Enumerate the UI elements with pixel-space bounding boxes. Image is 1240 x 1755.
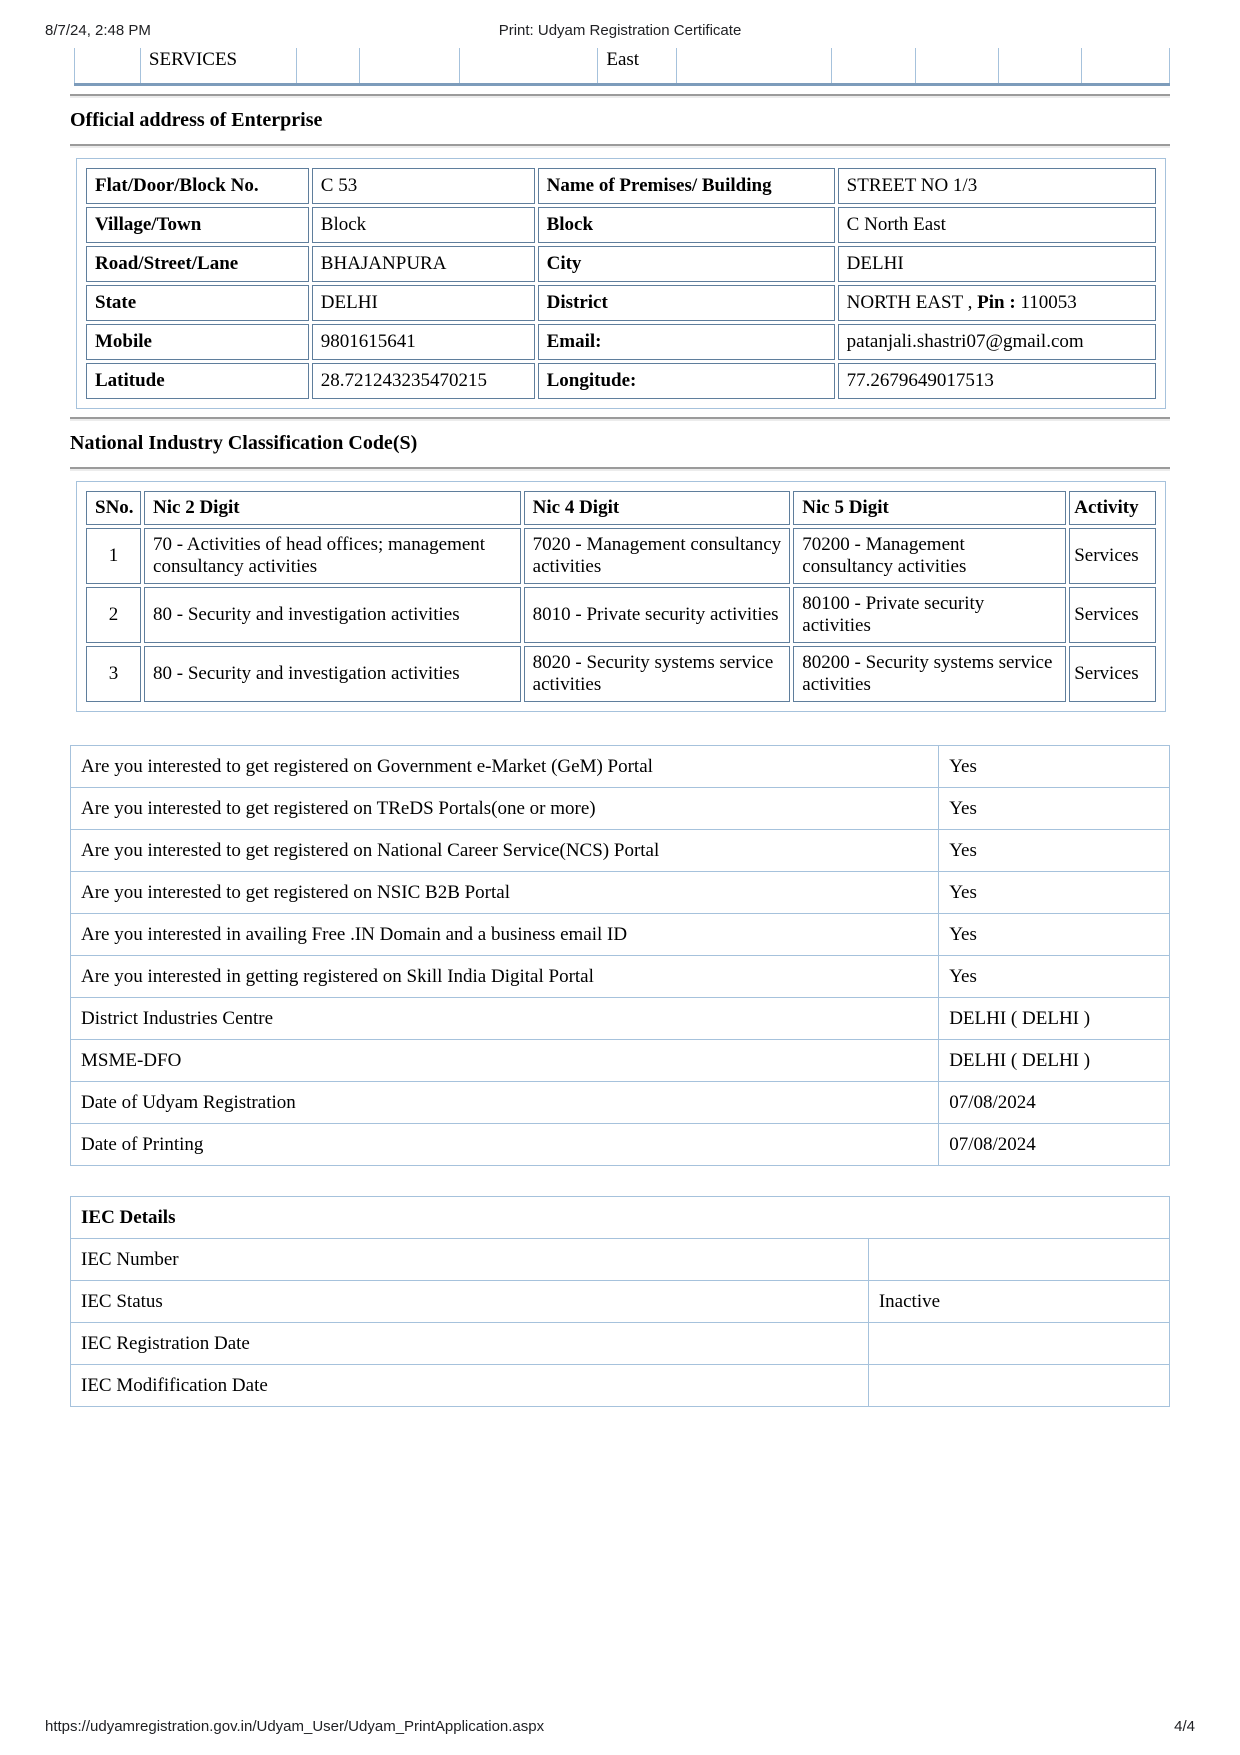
iec-label-cell: IEC Modifification Date <box>71 1365 869 1407</box>
address-row <box>86 285 1156 321</box>
horizontal-rule <box>70 417 1170 419</box>
question-row <box>71 830 1170 872</box>
source-url: https://udyamregistration.gov.in/Udyam_User/Udyam_PrintApplication.aspx <box>45 1718 545 1735</box>
address-label-cell: City <box>538 246 835 282</box>
nic-row <box>86 587 1156 643</box>
registration-questions-table <box>70 745 1170 1166</box>
nic-cell: 80 - Security and investigation activities <box>144 587 521 643</box>
fragment-cell <box>1082 48 1170 85</box>
question-row <box>71 998 1170 1040</box>
nic-cell: 3 <box>86 646 141 702</box>
question-value-cell: DELHI ( DELHI ) <box>939 1040 1170 1082</box>
question-value-cell: Yes <box>939 872 1170 914</box>
question-row <box>71 956 1170 998</box>
iec-row <box>71 1365 1170 1407</box>
address-value-cell: patanjali.shastri07@gmail.com <box>838 324 1156 360</box>
fragment-cell <box>75 48 141 85</box>
iec-value-cell <box>868 1323 1169 1365</box>
address-label-cell: Longitude: <box>538 363 835 399</box>
iec-value-cell: Inactive <box>868 1281 1169 1323</box>
page-number: 4/4 <box>1174 1718 1195 1735</box>
address-label-cell: District <box>538 285 835 321</box>
fragment-cell <box>359 48 459 85</box>
address-value-cell: Block <box>312 207 535 243</box>
address-label-cell: Mobile <box>86 324 309 360</box>
previous-page-table-fragment <box>74 48 1170 86</box>
address-label-cell: Name of Premises/ Building <box>538 168 835 204</box>
address-value-cell: 9801615641 <box>312 324 535 360</box>
address-value-part: NORTH EAST , <box>846 292 978 313</box>
nic-cell: 80200 - Security systems service activities <box>793 646 1066 702</box>
nic-row <box>86 646 1156 702</box>
question-label-cell: Are you interested to get registered on Government e-Market (GeM) Portal <box>71 746 939 788</box>
nic-column-header: Nic 5 Digit <box>793 491 1066 525</box>
question-label-cell: Date of Udyam Registration <box>71 1082 939 1124</box>
fragment-cell <box>915 48 998 85</box>
nic-cell: 2 <box>86 587 141 643</box>
address-value-part: 110053 <box>1015 292 1077 313</box>
address-row <box>86 246 1156 282</box>
iec-row <box>71 1239 1170 1281</box>
nic-cell: 70 - Activities of head offices; management consultancy activities <box>144 528 521 584</box>
question-row <box>71 788 1170 830</box>
nic-cell: Services <box>1069 646 1156 702</box>
horizontal-rule <box>70 467 1170 469</box>
question-label-cell: Are you interested to get registered on TReDS Portals(one or more) <box>71 788 939 830</box>
fragment-row <box>75 48 1170 85</box>
iec-details-table <box>70 1196 1170 1407</box>
official-address-box <box>76 158 1166 409</box>
question-label-cell: District Industries Centre <box>71 998 939 1040</box>
fragment-cell <box>297 48 359 85</box>
question-value-cell: Yes <box>939 830 1170 872</box>
iec-label-cell: IEC Number <box>71 1239 869 1281</box>
address-label-cell: Road/Street/Lane <box>86 246 309 282</box>
question-row <box>71 872 1170 914</box>
question-row <box>71 1082 1170 1124</box>
nic-cell: 8010 - Private security activities <box>524 587 791 643</box>
question-label-cell: Are you interested to get registered on NSIC B2B Portal <box>71 872 939 914</box>
nic-cell: Services <box>1069 587 1156 643</box>
nic-table <box>83 488 1159 705</box>
print-document-title: Print: Udyam Registration Certificate <box>498 22 742 39</box>
nic-cell: 80100 - Private security activities <box>793 587 1066 643</box>
question-value-cell: 07/08/2024 <box>939 1082 1170 1124</box>
iec-value-cell <box>868 1239 1169 1281</box>
address-value-cell: DELHI <box>838 246 1156 282</box>
address-label-cell: Village/Town <box>86 207 309 243</box>
nic-cell: 8020 - Security systems service activities <box>524 646 791 702</box>
nic-row <box>86 528 1156 584</box>
print-datetime: 8/7/24, 2:48 PM <box>45 22 151 39</box>
address-value-cell: 77.2679649017513 <box>838 363 1156 399</box>
address-label-cell: Block <box>538 207 835 243</box>
iec-label-cell: IEC Registration Date <box>71 1323 869 1365</box>
nic-column-header: Nic 4 Digit <box>524 491 791 525</box>
address-value-cell: C North East <box>838 207 1156 243</box>
address-value-cell: C 53 <box>312 168 535 204</box>
nic-column-header: SNo. <box>86 491 141 525</box>
section-heading-official-address: Official address of Enterprise <box>70 109 323 131</box>
question-row <box>71 1124 1170 1166</box>
address-row <box>86 363 1156 399</box>
iec-heading-cell: IEC Details <box>71 1197 1170 1239</box>
question-row <box>71 1040 1170 1082</box>
question-label-cell: Are you interested to get registered on National Career Service(NCS) Portal <box>71 830 939 872</box>
address-label-cell: Email: <box>538 324 835 360</box>
nic-column-header: Nic 2 Digit <box>144 491 521 525</box>
question-label-cell: Are you interested in getting registered on Skill India Digital Portal <box>71 956 939 998</box>
nic-cell: 1 <box>86 528 141 584</box>
address-label-cell: State <box>86 285 309 321</box>
nic-box <box>76 481 1166 712</box>
question-value-cell: Yes <box>939 746 1170 788</box>
fragment-cell: SERVICES <box>140 48 297 85</box>
fragment-cell <box>677 48 831 85</box>
question-value-cell: Yes <box>939 914 1170 956</box>
address-row <box>86 207 1156 243</box>
fragment-cell <box>831 48 915 85</box>
address-value-cell: DELHI <box>312 285 535 321</box>
fragment-cell <box>999 48 1082 85</box>
print-header <box>45 22 1195 39</box>
address-value-cell: STREET NO 1/3 <box>838 168 1156 204</box>
address-row <box>86 168 1156 204</box>
address-label-cell: Latitude <box>86 363 309 399</box>
fragment-cell: East <box>598 48 677 85</box>
question-label-cell: Date of Printing <box>71 1124 939 1166</box>
iec-label-cell: IEC Status <box>71 1281 869 1323</box>
question-value-cell: Yes <box>939 788 1170 830</box>
certificate-content <box>70 48 1170 1407</box>
address-value-cell: BHAJANPURA <box>312 246 535 282</box>
nic-header-row <box>86 491 1156 525</box>
address-value-cell: 28.721243235470215 <box>312 363 535 399</box>
nic-column-header: Activity <box>1069 491 1156 525</box>
question-row <box>71 746 1170 788</box>
question-label-cell: Are you interested in availing Free .IN Domain and a business email ID <box>71 914 939 956</box>
question-value-cell: 07/08/2024 <box>939 1124 1170 1166</box>
section-heading-nic: National Industry Classification Code(S) <box>70 432 418 454</box>
nic-cell: 80 - Security and investigation activities <box>144 646 521 702</box>
nic-cell: 7020 - Management consultancy activities <box>524 528 791 584</box>
address-row <box>86 324 1156 360</box>
question-value-cell: DELHI ( DELHI ) <box>939 998 1170 1040</box>
question-row <box>71 914 1170 956</box>
iec-row <box>71 1323 1170 1365</box>
iec-value-cell <box>868 1365 1169 1407</box>
nic-cell: Services <box>1069 528 1156 584</box>
question-value-cell: Yes <box>939 956 1170 998</box>
official-address-table <box>83 165 1159 402</box>
horizontal-rule <box>70 144 1170 146</box>
address-value-bold-part: Pin : <box>977 292 1016 313</box>
question-label-cell: MSME-DFO <box>71 1040 939 1082</box>
nic-cell: 70200 - Management consultancy activities <box>793 528 1066 584</box>
iec-row <box>71 1281 1170 1323</box>
address-label-cell: Flat/Door/Block No. <box>86 168 309 204</box>
iec-heading-row <box>71 1197 1170 1239</box>
fragment-cell <box>459 48 598 85</box>
address-value-cell <box>838 285 1156 321</box>
horizontal-rule <box>70 94 1170 96</box>
